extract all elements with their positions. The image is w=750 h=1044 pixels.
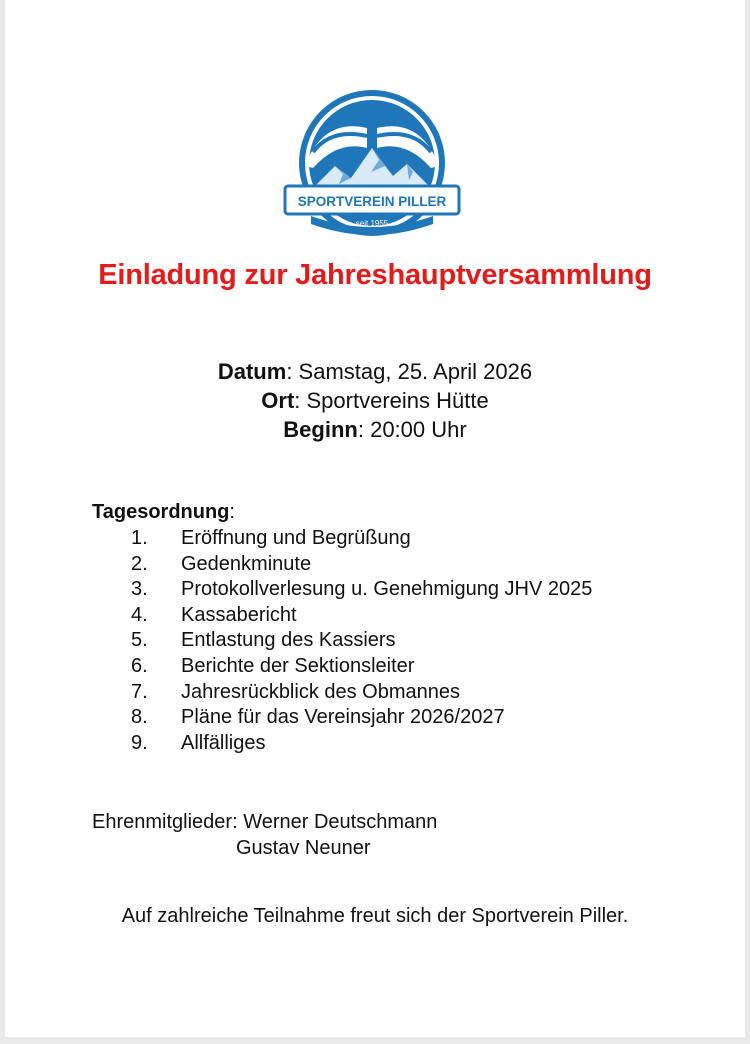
agenda-item: 4. Kassabericht [131, 603, 297, 626]
agenda-item: 1. Eröffnung und Begrüßung [131, 527, 411, 549]
honorary-line-2 [92, 835, 437, 861]
date-label: Datum [217, 359, 287, 384]
honorary-line-1 [92, 809, 437, 835]
agenda-item: 7. Jahresrückblick des Obmannes [131, 680, 461, 703]
honorary-member: Gustav Neuner [236, 837, 371, 859]
start-value: : 20:00 Uhr [357, 417, 467, 442]
date-value: : Samstag, 25. April 2026 [286, 359, 533, 384]
logo-name-text: SPORTVEREIN PILLER [297, 194, 447, 209]
agenda-item: 2. Gedenkminute [131, 552, 312, 575]
start-label: Beginn [283, 417, 358, 442]
honorary-members [92, 809, 437, 861]
logo-since-text: seit 1955 [355, 219, 389, 228]
location-line [0, 386, 750, 415]
agenda-item: 6. Berichte der Sektionsleiter [131, 654, 415, 677]
page-title: Einladung zur Jahreshauptversammlung [98, 259, 652, 291]
agenda-item: 5. Entlastung des Kassiers [131, 629, 396, 652]
agenda-heading: Tagesordnung: [92, 501, 235, 523]
agenda-item: 9. Allfälliges [131, 731, 266, 754]
start-line [0, 415, 750, 444]
honorary-label: Ehrenmitglieder: [92, 811, 244, 833]
location-value: : Sportvereins Hütte [294, 388, 489, 413]
agenda-item: 3. Protokollverlesung u. Genehmigung JHV 2025 [131, 578, 593, 601]
event-details [0, 357, 750, 444]
honorary-member: Werner Deutschmann [243, 811, 438, 833]
agenda-item: 8. Pläne für das Vereinsjahr 2026/2027 [131, 706, 505, 729]
closing-text: Auf zahlreiche Teilnahme freut sich der Sportverein Piller. [121, 905, 629, 927]
location-label: Ort [261, 388, 295, 413]
agenda-list [131, 526, 592, 756]
date-line [0, 357, 750, 386]
club-logo [283, 88, 461, 244]
